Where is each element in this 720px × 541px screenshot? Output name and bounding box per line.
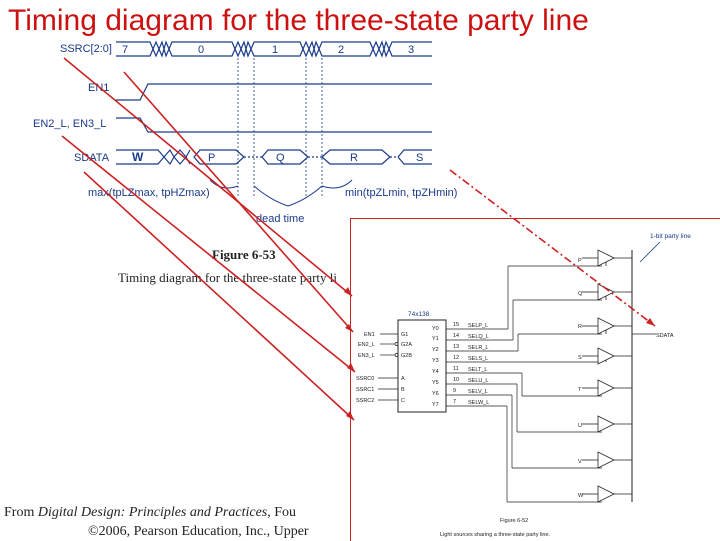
svg-text:U: U (578, 423, 582, 429)
svg-text:Y1: Y1 (432, 336, 439, 342)
svg-text:SSRC2: SSRC2 (356, 398, 375, 404)
svg-text:13: 13 (453, 344, 460, 350)
source-credit: From Digital Design: Principles and Practices, Fou ©2006, Pearson Education, Inc., Upper (4, 505, 309, 539)
svg-text:B: B (401, 387, 405, 393)
select-wires (446, 266, 602, 502)
ssrc-value-4: 3 (408, 44, 415, 56)
svg-text:Y7: Y7 (432, 402, 439, 408)
svg-text:A: A (401, 376, 405, 382)
svg-text:12: 12 (453, 355, 460, 361)
svg-text:Y2: Y2 (432, 347, 439, 353)
book-title: Digital Design: Principles and Practices (37, 505, 268, 520)
buffer-w (582, 486, 632, 502)
party-line-pointer (640, 242, 660, 262)
svg-text:15: 15 (453, 322, 460, 328)
svg-text:11: 11 (453, 366, 459, 372)
sdata-value-1: P (208, 152, 216, 164)
decoder-input-wires (378, 334, 398, 400)
ssrc-value-3: 2 (338, 44, 345, 56)
svg-text:SELW_L: SELW_L (468, 400, 490, 406)
three-state-buffers (582, 250, 632, 502)
ssrc-value-2: 1 (272, 44, 279, 56)
svg-text:G1: G1 (401, 332, 409, 338)
delay-left-label: max(tpLZmax, tpHZmax) (88, 187, 210, 199)
svg-text:Y0: Y0 (432, 326, 439, 332)
sdata-value-2: Q (276, 152, 285, 164)
dead-time-label: dead time (256, 213, 305, 225)
signal-label-en1: EN1 (88, 82, 110, 94)
svg-text:7: 7 (453, 399, 457, 405)
buffer-u (582, 416, 632, 432)
chip-label: 74x138 (408, 311, 430, 318)
svg-text:G2B: G2B (401, 353, 413, 359)
svg-text:S: S (578, 355, 582, 361)
sdata-value-0: W (132, 150, 144, 164)
slide-title: Timing diagram for the three-state party line (8, 4, 589, 37)
signal-label-en23: EN2_L, EN3_L (33, 118, 107, 130)
svg-text:SELP_L: SELP_L (468, 323, 489, 329)
svg-text:9: 9 (453, 388, 457, 394)
annotation-arrows (62, 58, 655, 420)
svg-text:EN3_L: EN3_L (358, 353, 375, 359)
svg-text:T: T (578, 387, 582, 393)
svg-text:Y4: Y4 (432, 369, 439, 375)
svg-text:SSRC0: SSRC0 (356, 376, 375, 382)
party-line-label: 1-bit party line (650, 233, 691, 240)
svg-text:EN2_L: EN2_L (358, 342, 375, 348)
svg-text:W: W (578, 493, 584, 499)
svg-text:V: V (578, 459, 582, 465)
svg-text:P: P (578, 258, 582, 264)
arrow-ssrc (64, 58, 352, 296)
buffer-s (582, 348, 632, 364)
sdata-output-label: SDATA (656, 333, 674, 339)
schematic-figure-number: Figure 6-52 (500, 518, 529, 524)
svg-text:SELS_L: SELS_L (468, 356, 489, 362)
signal-label-sdata: SDATA (74, 152, 110, 164)
svg-text:G2A: G2A (401, 342, 413, 348)
svg-text:Y6: Y6 (432, 391, 439, 397)
svg-text:10: 10 (453, 377, 460, 383)
buffer-r (582, 318, 632, 334)
svg-text:SELT_L: SELT_L (468, 367, 488, 373)
signal-label-ssrc: SSRC[2:0] (60, 43, 112, 55)
decoder-inputs (356, 332, 412, 404)
sdata-value-3: R (350, 152, 358, 164)
timing-figure-number: Figure 6-53 (212, 247, 276, 262)
svg-text:Q: Q (578, 291, 583, 297)
svg-text:Y5: Y5 (432, 380, 439, 386)
delay-right-label: min(tpZLmin, tpZHmin) (345, 187, 458, 199)
svg-text:EN1: EN1 (364, 332, 375, 338)
buffer-p (582, 250, 632, 266)
ssrc-value-0: 7 (122, 44, 129, 56)
buffer-q (582, 284, 632, 300)
source-labels (578, 258, 584, 499)
sdata-value-4: S (416, 152, 424, 164)
buffer-t (582, 380, 632, 396)
buffer-v (582, 452, 632, 468)
svg-text:SELR_L: SELR_L (468, 345, 489, 351)
svg-text:SELV_L: SELV_L (468, 389, 488, 395)
svg-text:C: C (401, 398, 405, 404)
svg-text:14: 14 (453, 333, 460, 339)
ssrc-value-1: 0 (198, 44, 205, 56)
svg-text:SELU_L: SELU_L (468, 378, 489, 384)
timing-figure-caption: Timing diagram for the three-state party li (118, 270, 338, 285)
schematic-figure-caption: Light sources sharing a three-state party line. (440, 532, 551, 538)
svg-text:R: R (578, 324, 582, 330)
svg-text:SSRC1: SSRC1 (356, 387, 375, 393)
svg-text:SELQ_L: SELQ_L (468, 334, 489, 340)
svg-text:Y3: Y3 (432, 358, 439, 364)
